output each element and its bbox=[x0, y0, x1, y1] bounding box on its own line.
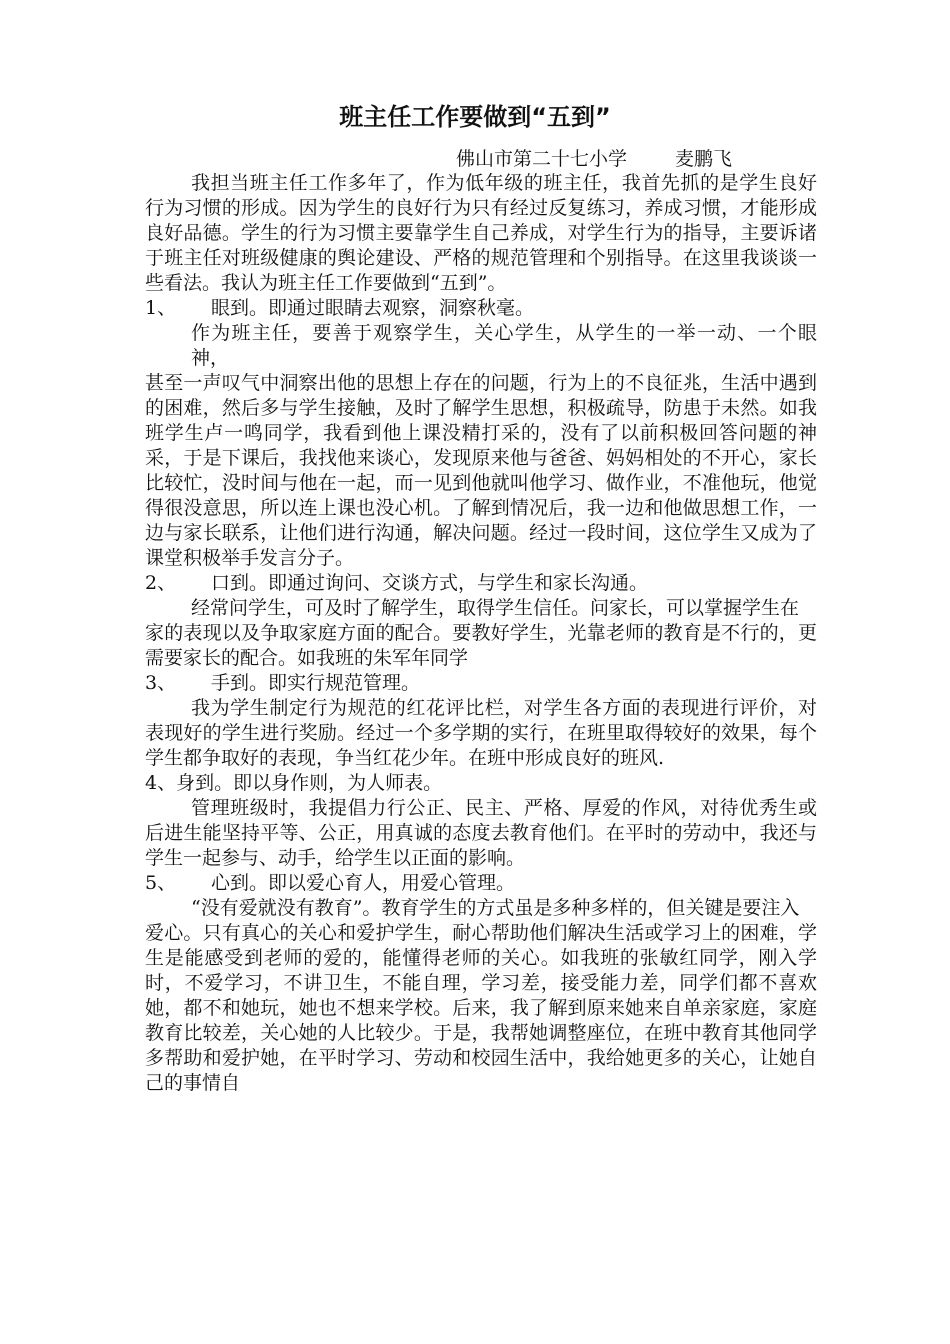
section-heading-text: 手到。即实行规范管理。 bbox=[211, 672, 421, 694]
section-heading bbox=[145, 571, 817, 596]
author-school: 佛山市第二十七小学 bbox=[456, 148, 628, 170]
section-body: 家的表现以及争取家庭方面的配合。要教好学生，光靠老师的教育是不行的，更需要家长的配合。如我班的朱军年同学 bbox=[145, 622, 817, 669]
section-number: 5、 bbox=[145, 872, 177, 894]
section-body: 甚至一声叹气中洞察出他的思想上存在的问题，行为上的不良征兆，生活中遇到的困难，然后多与学生接触，及时了解学生思想，积极疏导，防患于未然。如我班学生卢一鸣同学，我看到他上课没精打采的，没有了以前积极回答问题的神采，于是下课后，我找他来谈心，发现原来他与爸爸、妈妈相处的不开心，家长比较忙，没时间与他在一起，而一见到他就叫他学习、做作业，不准他玩，他觉得很没意思，所以连上课也没心机。了解到情况后，我一边和他做思想工作，一边与家长联系，让他们进行沟通，解决问题。经过一段时间，这位学生又成为了课堂积极举手发言分子。 bbox=[145, 372, 817, 569]
section-heading-text: 口到。即通过询问、交谈方式，与学生和家长沟通。 bbox=[211, 572, 649, 594]
section-heading bbox=[145, 871, 817, 896]
section-number: 1、 bbox=[145, 297, 177, 319]
section-heading-text: 眼到。即通过眼睛去观察，洞察秋毫。 bbox=[211, 297, 535, 319]
section-heading bbox=[145, 771, 817, 796]
section-lead: 经常问学生，可及时了解学生，取得学生信任。问家长，可以掌握学生在 bbox=[191, 597, 800, 619]
section-number: 3、 bbox=[145, 672, 177, 694]
section-lead: 作为班主任，要善于观察学生，关心学生，从学生的一举一动、一个眼神， bbox=[191, 322, 817, 369]
section-heading-text: 身到。即以身作则，为人师表。 bbox=[176, 772, 443, 794]
author-line bbox=[456, 146, 732, 172]
intro-paragraph: 我担当班主任工作多年了，作为低年级的班主任，我首先抓的是学生良好行为习惯的形成。因为学生的良好行为只有经过反复练习，养成习惯，才能形成良好品德。学生的行为习惯主要靠学生自己养成，对学生行为的指导，主要诉诸于班主任对班级健康的舆论建设、严格的规范管理和个别指导。在这里我谈谈一些看法。我认为班主任工作要做到“五到”。 bbox=[145, 172, 817, 294]
section-body: 爱心。只有真心的关心和爱护学生，耐心帮助他们解决生活或学习上的困难，学生是能感受到老师的爱的，能懂得老师的关心。如我班的张敏红同学，刚入学时，不爱学习，不讲卫生，不能自理，学习差，接受能力差，同学们都不喜欢她，都不和她玩，她也不想来学校。后来，我了解到原来她来自单亲家庭，家庭教育比较差，关心她的人比较少。于是，我帮她调整座位，在班中教育其他同学多帮助和爱护她，在平时学习、劳动和校园生活中，我给她更多的关心，让她自己的事情自 bbox=[145, 922, 817, 1094]
section-number: 4、 bbox=[145, 772, 177, 794]
section-lead: “没有爱就没有教育”。教育学生的方式虽是多种多样的，但关键是要注入 bbox=[191, 897, 800, 919]
section-body: 管理班级时，我提倡力行公正、民主、严格、厚爱的作风，对待优秀生或后进生能坚持平等、公正，用真诚的态度去教育他们。在平时的劳动中，我还与学生一起参与、动手，给学生以正面的影响。 bbox=[145, 797, 817, 869]
author-name: 麦鹏飞 bbox=[675, 148, 733, 170]
document-body bbox=[145, 171, 817, 1096]
section-heading-text: 心到。即以爱心育人，用爱心管理。 bbox=[211, 872, 516, 894]
document-title: 班主任工作要做到“五到” bbox=[339, 103, 611, 131]
section-heading bbox=[145, 296, 817, 321]
section-heading bbox=[145, 671, 817, 696]
section-number: 2、 bbox=[145, 572, 177, 594]
section-body: 我为学生制定行为规范的红花评比栏，对学生各方面的表现进行评价，对表现好的学生进行奖励。经过一个多学期的实行，在班里取得较好的效果，每个学生都争取好的表现，争当红花少年。在班中形成良好的班风. bbox=[145, 697, 817, 769]
